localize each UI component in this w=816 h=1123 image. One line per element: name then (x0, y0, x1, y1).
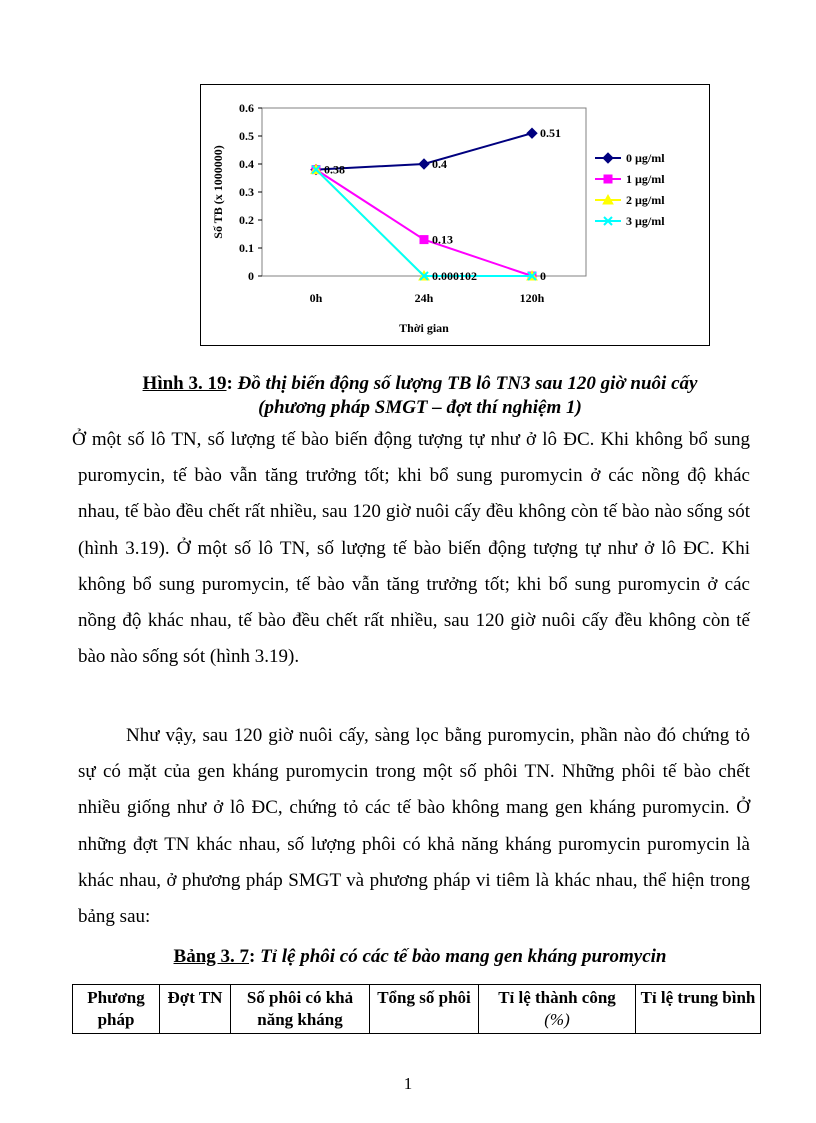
legend-label-2: 2 µg/ml (626, 193, 665, 207)
header-batch: Đợt TN (160, 985, 231, 1034)
figure-caption-line1: Đồ thị biến động số lượng TB lô TN3 sau 120 giờ nuôi cấy (237, 373, 698, 394)
chart-svg (200, 84, 710, 346)
figure-caption: Hình 3. 19: Đồ thị biến động số lượng TB lô TN3 sau 120 giờ nuôi cấy (142, 373, 698, 394)
figure-caption-line2: (phương pháp SMGT – đợt thí nghiệm 1) (258, 397, 582, 418)
figure-caption-label: Hình 3. 19 (142, 373, 227, 394)
header-method: Phương pháp (73, 985, 160, 1034)
paragraph-2: Như vậy, sau 120 giờ nuôi cấy, sàng lọc bằng puromycin, phần nào đó chứng tỏ sự có mặt của gen kháng puromycin trong một số phôi TN. Những phôi tế bào chết nhiều giống như ở lô ĐC, chứng tỏ các tế bào không mang gen kháng puromycin. Ở những đợt TN khác nhau, số lượng phôi có khả năng kháng puromycin puromycin là khác nhau, ở phương pháp SMGT và phương pháp vi tiêm là khác nhau, thể hiện trong bảng sau: (78, 725, 750, 928)
header-success-rate (479, 985, 636, 1034)
series-1-point (420, 236, 428, 244)
header-success-unit: (%) (544, 1010, 570, 1029)
x-axis-title: Thời gian (399, 321, 449, 335)
table-header-row (73, 985, 761, 1034)
header-total: Tổng số phôi (370, 985, 479, 1034)
header-average-rate: Tỉ lệ trung bình (636, 985, 761, 1034)
figure-caption-line2-wrap (60, 396, 780, 420)
y-tick-label: 0.4 (239, 157, 254, 171)
y-tick-label: 0.5 (239, 129, 254, 143)
y-tick-label: 0.6 (239, 101, 254, 115)
legend-label-3: 3 µg/ml (626, 214, 665, 228)
table-caption-text: Tỉ lệ phôi có các tế bào mang gen kháng puromycin (260, 946, 667, 967)
legend-label-1: 1 µg/ml (626, 172, 665, 186)
y-tick-label: 0.1 (239, 241, 254, 255)
y-tick-label: 0.3 (239, 185, 254, 199)
legend-label-0: 0 µg/ml (626, 151, 665, 165)
data-label: 0.38 (324, 162, 345, 177)
y-axis-title: Số TB (x 1000000) (211, 145, 225, 239)
x-tick-label: 0h (309, 291, 323, 305)
x-tick-label: 120h (519, 291, 545, 305)
header-success-label: Tỉ lệ thành công (498, 988, 616, 1007)
x-tick-label: 24h (414, 291, 434, 305)
legend-marker-1 (604, 175, 612, 183)
page-number: 1 (403, 1074, 413, 1093)
data-label: 0.13 (432, 232, 453, 247)
table-caption-label: Bảng 3. 7 (173, 946, 250, 967)
data-label: 0.4 (432, 157, 447, 171)
header-resistant-count: Số phôi có khả năng kháng (231, 985, 370, 1034)
table-caption: Bảng 3. 7: Tỉ lệ phôi có các tế bào mang gen kháng puromycin (173, 946, 667, 967)
y-tick-label: 0 (248, 269, 254, 283)
results-table (72, 984, 761, 1034)
data-label: 0.51 (540, 126, 561, 141)
data-label: 0.000102 (432, 268, 477, 283)
paragraph-1: Ở một số lô TN, số lượng tế bào biến động tượng tự như ở lô ĐC. Khi không bổ sung puromycin, tế bào vẫn tăng trưởng tốt; khi bổ sung puromycin ở các nồng độ khác nhau, tế bào đều chết rất nhiều, sau 120 giờ nuôi cấy đều không còn tế bào nào sống sót (hình 3.19). Ở một số lô TN, số lượng tế bào biến động tượng tự như ở lô ĐC. Khi không bổ sung puromycin, tế bào vẫn tăng trưởng tốt; khi bổ sung puromycin ở các nồng độ khác nhau, tế bào đều chết rất nhiều, sau 120 giờ nuôi cấy đều không còn tế bào nào sống sót (hình 3.19). (72, 429, 750, 668)
y-tick-label: 0.2 (239, 213, 254, 227)
data-label: 0 (540, 269, 546, 283)
line-chart (200, 84, 710, 346)
